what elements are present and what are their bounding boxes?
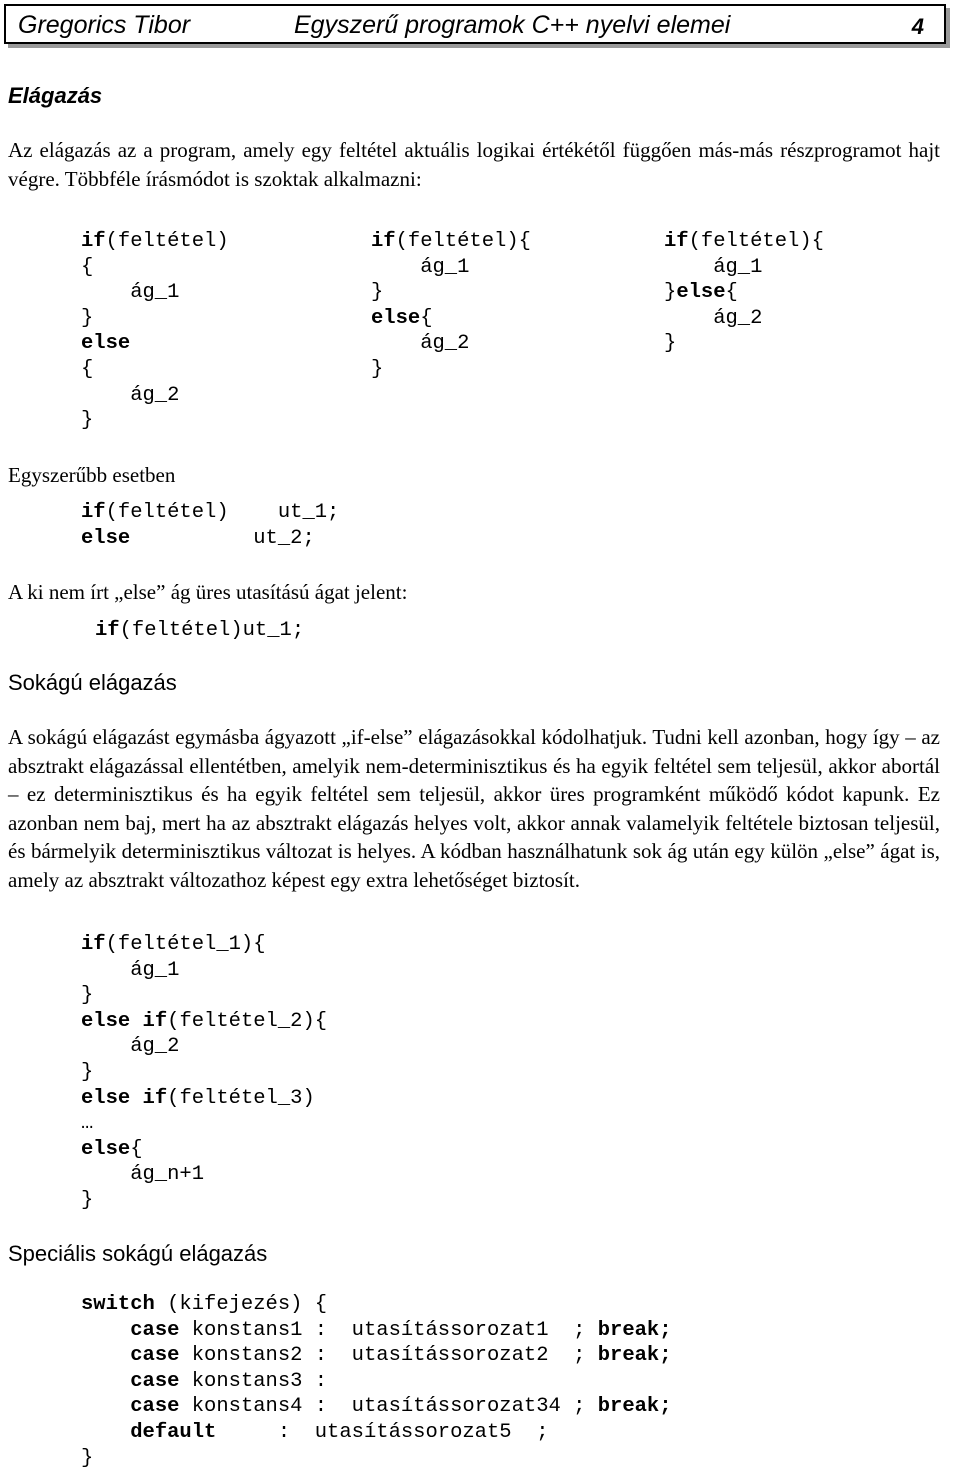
code-block-style-2 — [371, 229, 531, 383]
code-text: } — [81, 306, 94, 330]
code-text: } — [664, 281, 677, 305]
code-keyword: else — [676, 281, 726, 305]
code-text: (feltétel){ — [395, 230, 531, 253]
code-text: ág_1 — [664, 255, 763, 279]
code-text: (feltétel){ — [688, 230, 824, 253]
code-text: ág_2 — [81, 1035, 180, 1059]
code-text: { — [81, 255, 94, 279]
code-text: ág_1 — [81, 958, 180, 982]
code-text: { — [725, 281, 738, 305]
missing-else-text: A ki nem írt „else” ág üres utasítású ágat jelent: — [8, 580, 408, 604]
code-text: (feltétel) ut_1; — [105, 501, 340, 524]
section-heading-specialis: Speciális sokágú elágazás — [8, 1241, 268, 1266]
code-keyword: if — [142, 1009, 168, 1033]
code-keyword: else — [81, 1009, 131, 1033]
code-keyword: break; — [597, 1395, 672, 1419]
code-block-style-3 — [664, 229, 824, 357]
code-text: (feltétel_1){ — [105, 933, 266, 956]
code-keyword: else — [81, 1086, 131, 1110]
code-keyword: default — [130, 1420, 217, 1444]
code-text: } — [81, 409, 94, 433]
code-text: } — [81, 1060, 94, 1084]
code-keyword: case — [130, 1344, 180, 1368]
code-text: ág_2 — [664, 306, 763, 330]
code-text: { — [420, 306, 433, 330]
code-text: ág_2 — [371, 332, 470, 356]
code-text: konstans3 : — [179, 1369, 328, 1393]
code-text: : utasítássorozat5 ; — [216, 1420, 549, 1444]
code-text: { — [130, 1137, 143, 1161]
code-text — [81, 1319, 130, 1342]
code-keyword: switch — [81, 1293, 155, 1316]
code-text: { — [81, 357, 94, 381]
code-keyword: if — [371, 230, 396, 253]
code-text: (feltétel_3) — [167, 1086, 315, 1110]
code-block-style-1 — [81, 229, 229, 434]
simpler-case-label: Egyszerűbb esetben — [8, 463, 176, 487]
code-keyword: else — [81, 526, 131, 550]
code-keyword: if — [81, 501, 106, 524]
code-keyword: if — [81, 230, 106, 253]
code-text: } — [371, 357, 384, 381]
code-keyword: if — [81, 933, 106, 956]
code-keyword: break; — [597, 1344, 672, 1368]
section-heading-sokagu: Sokágú elágazás — [8, 670, 177, 695]
header-author: Gregorics Tibor — [18, 11, 191, 39]
code-keyword: else — [371, 306, 421, 330]
page-header — [4, 4, 946, 44]
code-text — [81, 1370, 130, 1393]
sokagu-paragraph: A sokágú elágazást egymásba ágyazott „if-else” elágazásokkal kódolhatjuk. Tudni kell azonban, hogy így – az absztrakt elágazással ellentétben, amelyik nem-determinisztikus és ha egyik feltétel sem teljesül, akkor abortál – ez determinisztikus és ha egyik feltétel sem teljesül, akkor üres programként működő kódot kapunk. Ez azonban nem baj, mert ha az absztrakt elágazás helyes volt, akkor annak valamelyik feltétele biztosan teljesül, és bármelyik determinisztikus változat is helyes. A kódban használhatunk sok ág után egy külön „else” ágat is, amely az absztrakt változathoz képest egy extra lehetőséget biztosít. — [8, 725, 940, 892]
code-keyword: if — [95, 619, 120, 642]
code-text: ág_2 — [81, 383, 180, 407]
code-text: ág_1 — [371, 255, 470, 279]
code-text: konstans4 : utasítássorozat34 ; — [179, 1395, 598, 1419]
code-keyword: else — [81, 1137, 131, 1161]
code-text: konstans2 : utasítássorozat2 ; — [179, 1344, 598, 1368]
code-keyword: case — [130, 1369, 180, 1393]
code-text: } — [81, 1446, 94, 1470]
code-text: ág_n+1 — [81, 1163, 205, 1187]
code-text: ág_1 — [81, 281, 180, 305]
code-text: … — [81, 1112, 94, 1136]
code-text — [130, 1087, 142, 1110]
code-keyword: else — [81, 332, 131, 356]
code-text: (kifejezés) { — [154, 1293, 328, 1316]
code-keyword: if — [664, 230, 689, 253]
code-text — [81, 1395, 130, 1418]
code-block-simple — [81, 500, 339, 551]
intro-paragraph: Az elágazás az a program, amely egy feltétel aktuális logikai értékétől függően más-más részprogramot hajt végre. Többféle írásmódot is szoktak alkalmazni: — [8, 138, 940, 191]
code-text: (feltétel)ut_1; — [119, 619, 305, 642]
code-block-missing-else — [95, 618, 304, 644]
code-keyword: case — [130, 1395, 180, 1419]
code-keyword: case — [130, 1318, 180, 1342]
code-text: } — [664, 332, 677, 356]
code-text — [130, 1010, 142, 1033]
code-keyword: if — [142, 1086, 168, 1110]
page-number: 4 — [911, 14, 924, 39]
code-text: ut_2; — [130, 526, 315, 550]
code-text: konstans1 : utasítássorozat1 ; — [179, 1318, 598, 1342]
code-text: (feltétel_2){ — [167, 1009, 328, 1033]
code-text: } — [371, 281, 384, 305]
header-title: Egyszerű programok C++ nyelvi elemei — [294, 11, 731, 39]
code-block-nested-if — [81, 932, 327, 1214]
code-text: } — [81, 984, 94, 1008]
code-text — [81, 1421, 130, 1444]
code-text — [81, 1344, 130, 1367]
code-text: (feltétel) — [105, 230, 229, 253]
code-text: } — [81, 1188, 94, 1212]
code-block-switch — [81, 1292, 672, 1471]
section-heading-elagazas: Elágazás — [8, 83, 103, 108]
code-keyword: break; — [597, 1318, 672, 1342]
